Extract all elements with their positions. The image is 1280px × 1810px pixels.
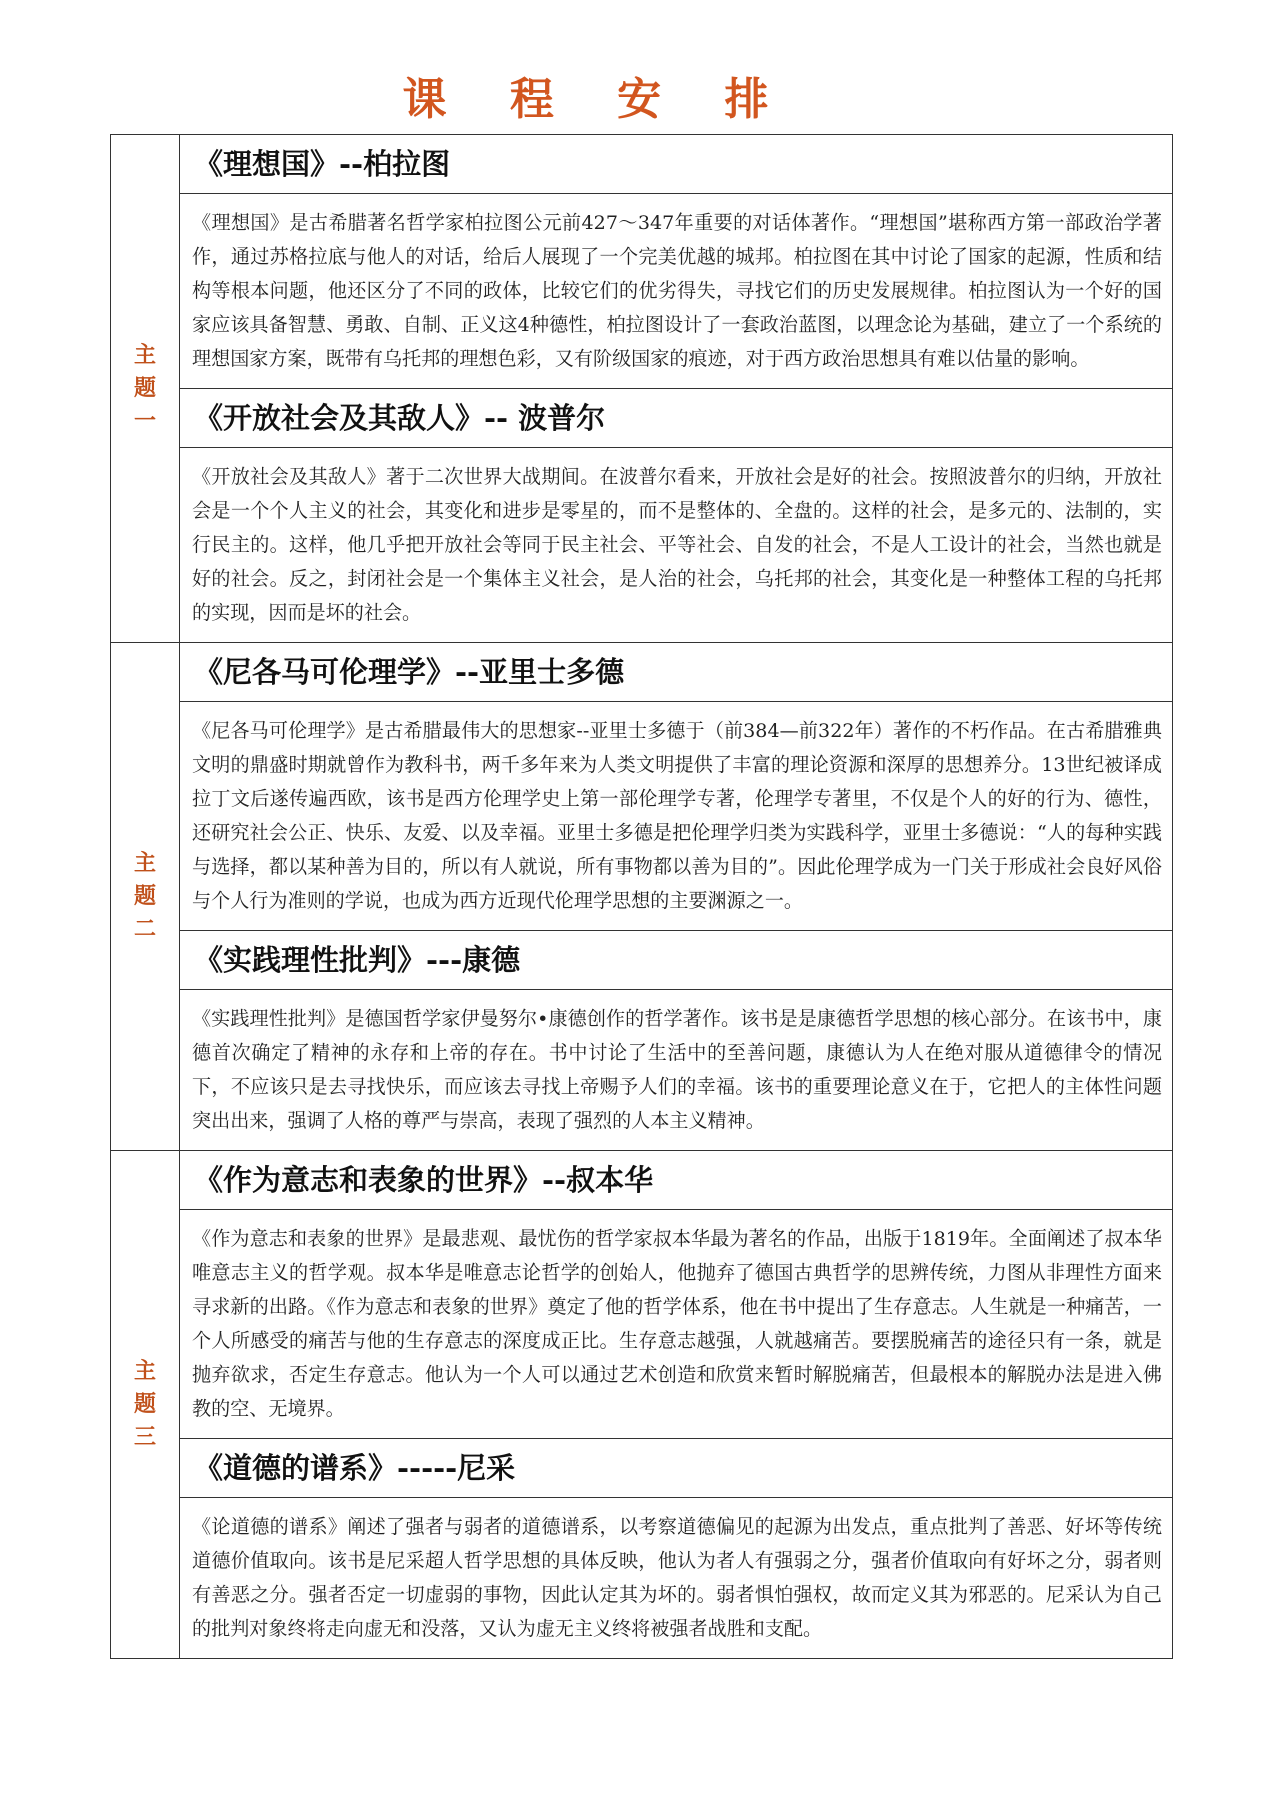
- theme-cell: [111, 643, 180, 1151]
- book-title: 《实践理性批判》---康德: [180, 931, 1173, 990]
- table-row: [111, 389, 1173, 448]
- book-description: 《开放社会及其敌人》著于二次世界大战期间。在波普尔看来，开放社会是好的社会。按照波普尔的归纳，开放社会是一个个人主义的社会，其变化和进步是零星的，而不是整体的、全盘的。这样的社会，是多元的、法制的，实行民主的。这样，他几乎把开放社会等同于民主社会、平等社会、自发的社会，不是人工设计的社会，当然也就是好的社会。反之，封闭社会是一个集体主义社会，是人治的社会，乌托邦的社会，其变化是一种整体工程的乌托邦的实现，因而是坏的社会。: [180, 448, 1173, 643]
- table-row: [111, 448, 1173, 643]
- table-row: [111, 194, 1173, 389]
- table-row: [111, 643, 1173, 702]
- theme-cell: [111, 135, 180, 643]
- book-description: 《论道德的谱系》阐述了强者与弱者的道德谱系，以考察道德偏见的起源为出发点，重点批判了善恶、好坏等传统道德价值取向。该书是尼采超人哲学思想的具体反映，他认为者人有强弱之分，强者价值取向有好坏之分，弱者则有善恶之分。强者否定一切虚弱的事物，因此认定其为坏的。弱者惧怕强权，故而定义其为邪恶的。尼采认为自己的批判对象终将走向虚无和没落，又认为虚无主义终将被强者战胜和支配。: [180, 1498, 1173, 1659]
- book-title: 《道德的谱系》-----尼采: [180, 1439, 1173, 1498]
- table-row: [111, 1498, 1173, 1659]
- table-row: [111, 135, 1173, 194]
- book-title: 《理想国》--柏拉图: [180, 135, 1173, 194]
- book-title: 《作为意志和表象的世界》--叔本华: [180, 1151, 1173, 1210]
- table-row: [111, 990, 1173, 1151]
- book-title: 《尼各马可伦理学》--亚里士多德: [180, 643, 1173, 702]
- theme-label: 主题一: [133, 342, 156, 434]
- table-row: [111, 1439, 1173, 1498]
- theme-cell: [111, 1151, 180, 1659]
- course-schedule-table: [110, 134, 1173, 1659]
- book-description: 《作为意志和表象的世界》是最悲观、最忧伤的哲学家叔本华最为著名的作品，出版于1819年。全面阐述了叔本华唯意志主义的哲学观。叔本华是唯意志论哲学的创始人，他抛弃了德国古典哲学的思辨传统，力图从非理性方面来寻求新的出路。《作为意志和表象的世界》奠定了他的哲学体系，他在书中提出了生存意志。人生就是一种痛苦，一个人所感受的痛苦与他的生存意志的深度成正比。生存意志越强，人就越痛苦。要摆脱痛苦的途径只有一条，就是抛弃欲求，否定生存意志。他认为一个人可以通过艺术创造和欣赏来暂时解脱痛苦，但最根本的解脱办法是进入佛教的空、无境界。: [180, 1210, 1173, 1439]
- table-row: [111, 702, 1173, 931]
- book-description: 《尼各马可伦理学》是古希腊最伟大的思想家--亚里士多德于（前384—前322年）著作的不朽作品。在古希腊雅典文明的鼎盛时期就曾作为教科书，两千多年来为人类文明提供了丰富的理论资源和深厚的思想养分。13世纪被译成拉丁文后遂传遍西欧，该书是西方伦理学史上第一部伦理学专著，伦理学专著里，不仅是个人的好的行为、德性，还研究社会公正、快乐、友爱、以及幸福。亚里士多德是把伦理学归类为实践科学，亚里士多德说：“人的每种实践与选择，都以某种善为目的，所以有人就说，所有事物都以善为目的”。因此伦理学成为一门关于形成社会良好风俗与个人行为准则的学说，也成为西方近现代伦理学思想的主要渊源之一。: [180, 702, 1173, 931]
- theme-label: 主题二: [133, 850, 156, 942]
- book-title: 《开放社会及其敌人》-- 波普尔: [180, 389, 1173, 448]
- book-description: 《理想国》是古希腊著名哲学家柏拉图公元前427～347年重要的对话体著作。“理想国”堪称西方第一部政治学著作，通过苏格拉底与他人的对话，给后人展现了一个完美优越的城邦。柏拉图在其中讨论了国家的起源，性质和结构等根本问题，他还区分了不同的政体，比较它们的优劣得失，寻找它们的历史发展规律。柏拉图认为一个好的国家应该具备智慧、勇敢、自制、正义这4种德性，柏拉图设计了一套政治蓝图，以理念论为基础，建立了一个系统的理想国家方案，既带有乌托邦的理想色彩，又有阶级国家的痕迹，对于西方政治思想具有难以估量的影响。: [180, 194, 1173, 389]
- theme-label: 主题三: [133, 1358, 156, 1450]
- page-title: 课 程 安 排: [402, 74, 793, 125]
- table-row: [111, 931, 1173, 990]
- book-description: 《实践理性批判》是德国哲学家伊曼努尔•康德创作的哲学著作。该书是是康德哲学思想的核心部分。在该书中，康德首次确定了精神的永存和上帝的存在。书中讨论了生活中的至善问题，康德认为人在绝对服从道德律令的情况下，不应该只是去寻找快乐，而应该去寻找上帝赐予人们的幸福。该书的重要理论意义在于，它把人的主体性问题突出出来，强调了人格的尊严与崇高，表现了强烈的人本主义精神。: [180, 990, 1173, 1151]
- table-row: [111, 1151, 1173, 1210]
- table-row: [111, 1210, 1173, 1439]
